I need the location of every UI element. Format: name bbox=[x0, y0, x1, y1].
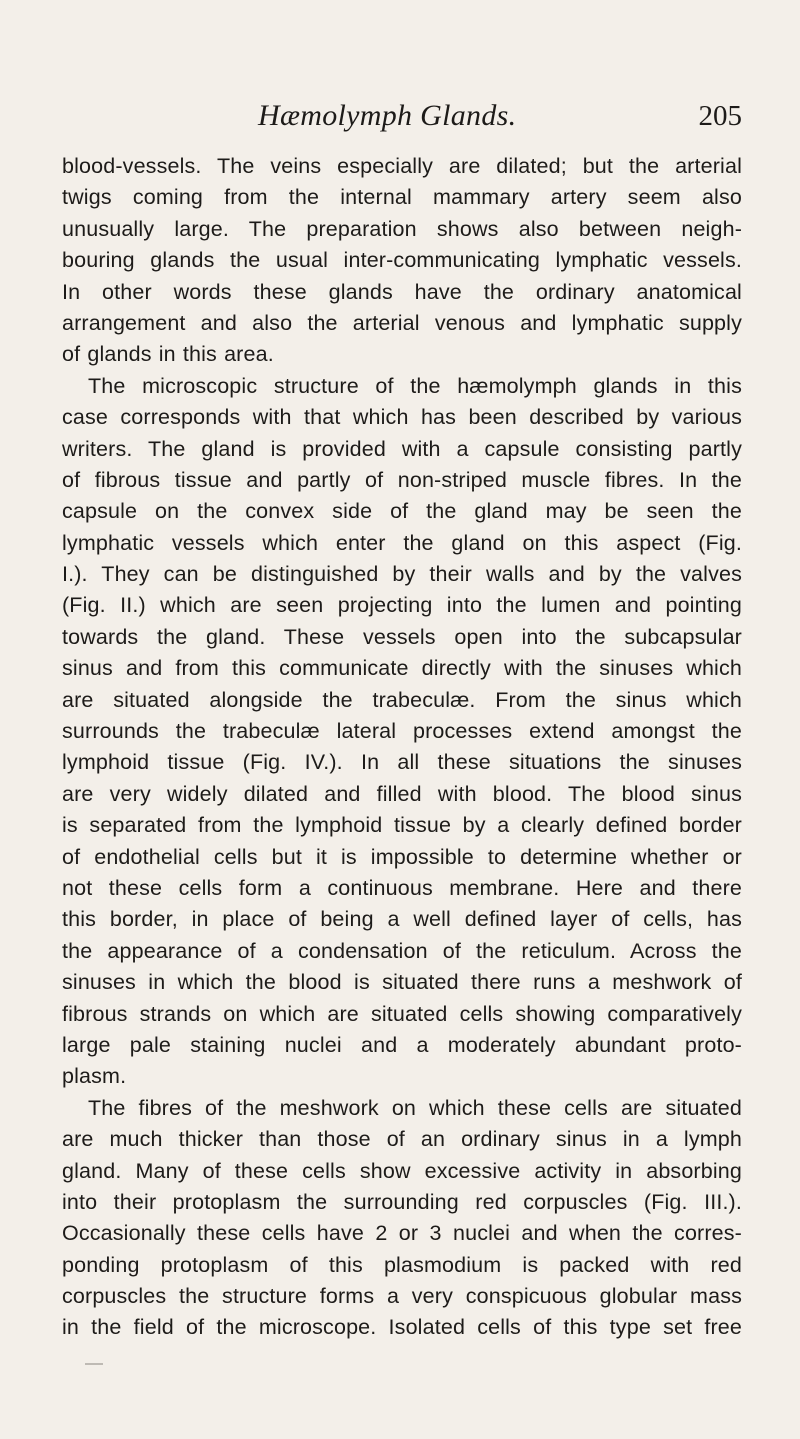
paragraph-start: The microscopic structure of the hæmolymph glands in this bbox=[88, 373, 742, 398]
text-line: capsule on the convex side of the gland may be seen the bbox=[62, 499, 742, 524]
page-footer-dash bbox=[85, 1363, 103, 1365]
text-line: lymphoid tissue (Fig. IV.). In all these situations the sinuses bbox=[62, 750, 742, 775]
text-line: bouring glands the usual inter-communicating lymphatic vessels. bbox=[62, 248, 742, 273]
text-line: this border, in place of being a well defined layer of cells, has bbox=[62, 907, 742, 932]
text-line: into their protoplasm the surrounding red corpuscles (Fig. III.). bbox=[62, 1189, 742, 1214]
running-title: Hæmolymph Glands. bbox=[258, 99, 517, 132]
text-line: plasm. bbox=[62, 1064, 127, 1089]
text-line: of glands in this area. bbox=[62, 342, 274, 367]
text-line: in the field of the microscope. Isolated cells of this type set free bbox=[62, 1315, 742, 1340]
body-text bbox=[62, 151, 742, 1344]
text-line: of fibrous tissue and partly of non-striped muscle fibres. In the bbox=[62, 467, 742, 492]
paragraph-start: The fibres of the meshwork on which these cells are situated bbox=[88, 1095, 742, 1120]
text-line: sinuses in which the blood is situated there runs a meshwork of bbox=[62, 970, 742, 995]
text-line: of endothelial cells but it is impossible to determine whether or bbox=[62, 844, 742, 869]
text-line: blood-vessels. The veins especially are dilated; but the arterial bbox=[62, 154, 742, 178]
text-line: I.). They can be distinguished by their walls and by the valves bbox=[62, 562, 742, 587]
text-line: (Fig. II.) which are seen projecting into the lumen and pointing bbox=[62, 593, 742, 618]
text-line: are very widely dilated and filled with blood. The blood sinus bbox=[62, 781, 742, 806]
text-line: towards the gland. These vessels open into the subcapsular bbox=[62, 624, 742, 649]
text-line: large pale staining nuclei and a moderately abundant proto- bbox=[62, 1032, 742, 1057]
text-line: unusually large. The preparation shows also between neigh- bbox=[62, 216, 742, 241]
text-line: is separated from the lymphoid tissue by a clearly defined border bbox=[62, 813, 742, 838]
text-line: fibrous strands on which are situated cells showing comparatively bbox=[62, 1001, 742, 1026]
text-line: not these cells form a continuous membrane. Here and there bbox=[62, 875, 742, 900]
text-line: In other words these glands have the ordinary anatomical bbox=[62, 279, 742, 304]
text-line: sinus and from this communicate directly with the sinuses which bbox=[62, 656, 742, 681]
text-line: corpuscles the structure forms a very conspicuous globular mass bbox=[62, 1284, 742, 1309]
text-line: ponding protoplasm of this plasmodium is packed with red bbox=[62, 1252, 742, 1277]
text-line: writers. The gland is provided with a capsule consisting partly bbox=[62, 436, 742, 461]
page-number: 205 bbox=[698, 100, 742, 132]
text-line: surrounds the trabeculæ lateral processes extend amongst the bbox=[62, 719, 742, 744]
text-line: lymphatic vessels which enter the gland on this aspect (Fig. bbox=[62, 530, 742, 555]
text-line: Occasionally these cells have 2 or 3 nuclei and when the corres- bbox=[62, 1221, 742, 1246]
text-line: twigs coming from the internal mammary artery seem also bbox=[62, 185, 742, 210]
page-header bbox=[0, 96, 800, 136]
text-line: gland. Many of these cells show excessive activity in absorbing bbox=[62, 1158, 742, 1183]
text-line: the appearance of a condensation of the reticulum. Across the bbox=[62, 938, 742, 963]
text-line: are much thicker than those of an ordinary sinus in a lymph bbox=[62, 1127, 742, 1152]
text-line: case corresponds with that which has been described by various bbox=[62, 405, 742, 430]
text-line: are situated alongside the trabeculæ. From the sinus which bbox=[62, 687, 742, 712]
text-line: arrangement and also the arterial venous and lymphatic supply bbox=[62, 310, 742, 335]
